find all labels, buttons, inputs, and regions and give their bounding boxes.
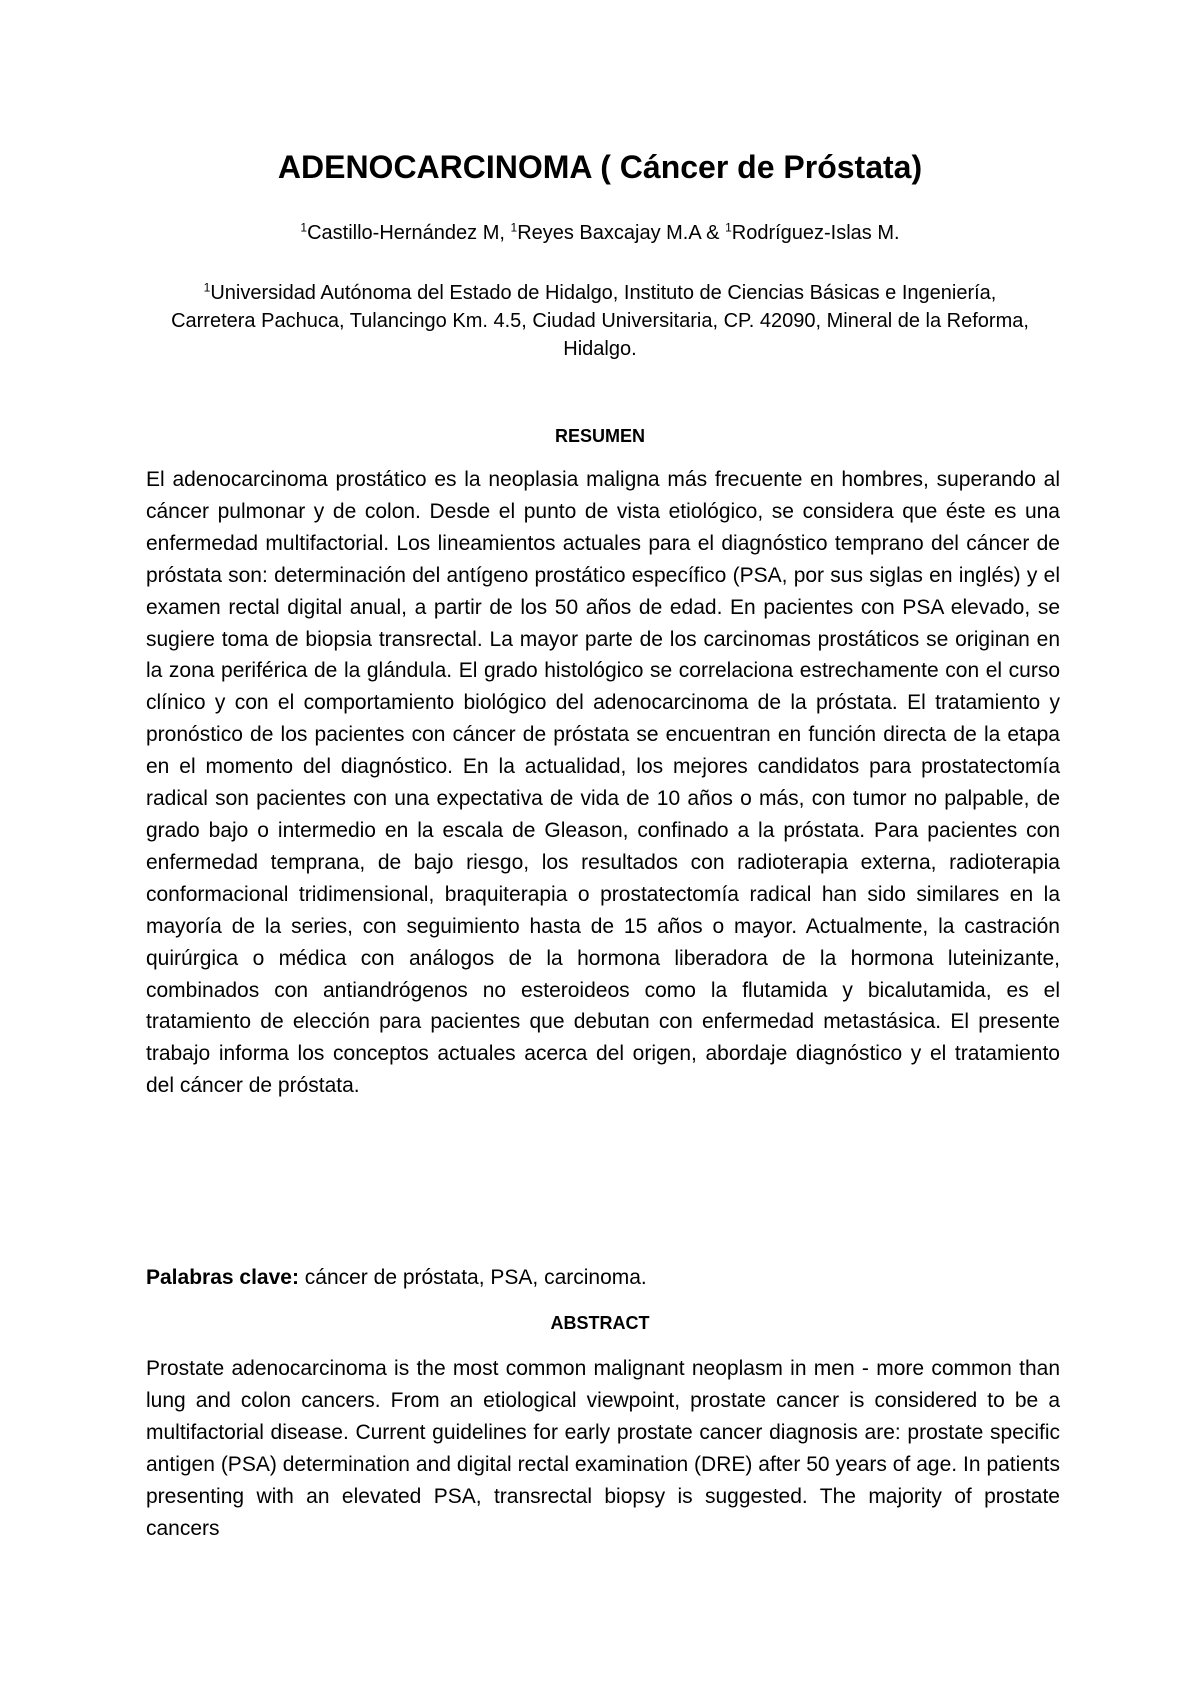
author-3: Rodríguez-Islas M. — [731, 222, 900, 244]
resumen-heading: RESUMEN — [554, 426, 645, 446]
affiliation-marker: 1 — [510, 220, 518, 235]
keywords — [146, 1263, 1060, 1293]
affiliation — [160, 279, 1040, 363]
keywords-label: Palabras clave: — [146, 1266, 299, 1289]
affiliation-text: Universidad Autónoma del Estado de Hidalgo, Instituto de Ciencias Básicas e Ingeniería, Carretera Pachuca, Tulancingo Km. 4.5, Ciudad Universitaria, CP. 42090, Mineral de la Reforma, Hidalgo. — [171, 282, 1029, 360]
paper-title: ADENOCARCINOMA ( Cáncer de Próstata) — [277, 149, 923, 185]
affiliation-marker: 1 — [300, 220, 308, 235]
author-2: Reyes Baxcajay M.A & — [517, 222, 726, 244]
affiliation-marker: 1 — [203, 280, 211, 295]
author-1: Castillo-Hernández M, — [307, 222, 511, 244]
keywords-text: cáncer de próstata, PSA, carcinoma. — [298, 1266, 647, 1289]
resumen-body: El adenocarcinoma prostático es la neoplasia maligna más frecuente en hombres, superando al cáncer pulmonar y de colon. Desde el punto de vista etiológico, se considera que éste es una enfermedad multifactorial. Los lineamientos actuales para el diagnóstico temprano del cáncer de próstata son: determinación del antígeno prostático específico (PSA, por sus siglas en inglés) y el examen rectal digital anual, a partir de los 50 años de edad. En pacientes con PSA elevado, se sugiere toma de biopsia transrectal. La mayor parte de los carcinomas prostáticos se originan en la zona periférica de la glándula. El grado histológico se correlaciona estrechamente con el curso clínico y con el comportamiento biológico del adenocarcinoma de la próstata. El tratamiento y pronóstico de los pacientes con cáncer de próstata se encuentran en función directa de la etapa en el momento del diagnóstico. En la actualidad, los mejores candidatos para prostatectomía radical son pacientes con una expectativa de vida de 10 años o más, con tumor no palpable, de grado bajo o intermedio en la escala de Gleason, confinado a la próstata. Para pacientes con enfermedad temprana, de bajo riesgo, los resultados con radioterapia externa, radioterapia conformacional tridimensional, braquiterapia o prostatectomía radical han sido similares en la mayoría de la series, con seguimiento hasta de 15 años o mayor. Actualmente, la castración quirúrgica o médica con análogos de la hormona liberadora de la hormona luteinizante, combinados con antiandrógenos no esteroideos como la flutamida y bicalutamida, es el tratamiento de elección para pacientes que debutan con enfermedad metastásica. El presente trabajo informa los conceptos actuales acerca del origen, abordaje diagnóstico y el tratamiento del cáncer de próstata. — [146, 468, 1060, 1098]
affiliation-marker: 1 — [725, 220, 732, 235]
author-list — [0, 220, 1200, 246]
abstract-heading: ABSTRACT — [550, 1313, 650, 1333]
abstract-body: Prostate adenocarcinoma is the most common malignant neoplasm in men - more common than lung and colon cancers. From an etiological viewpoint, prostate cancer is considered to be a multifactorial disease. Current guidelines for early prostate cancer diagnosis are: prostate specific antigen (PSA) determination and digital rectal examination (DRE) after 50 years of age. In patients presenting with an elevated PSA, transrectal biopsy is suggested. The majority of prostate cancers — [146, 1357, 1060, 1540]
